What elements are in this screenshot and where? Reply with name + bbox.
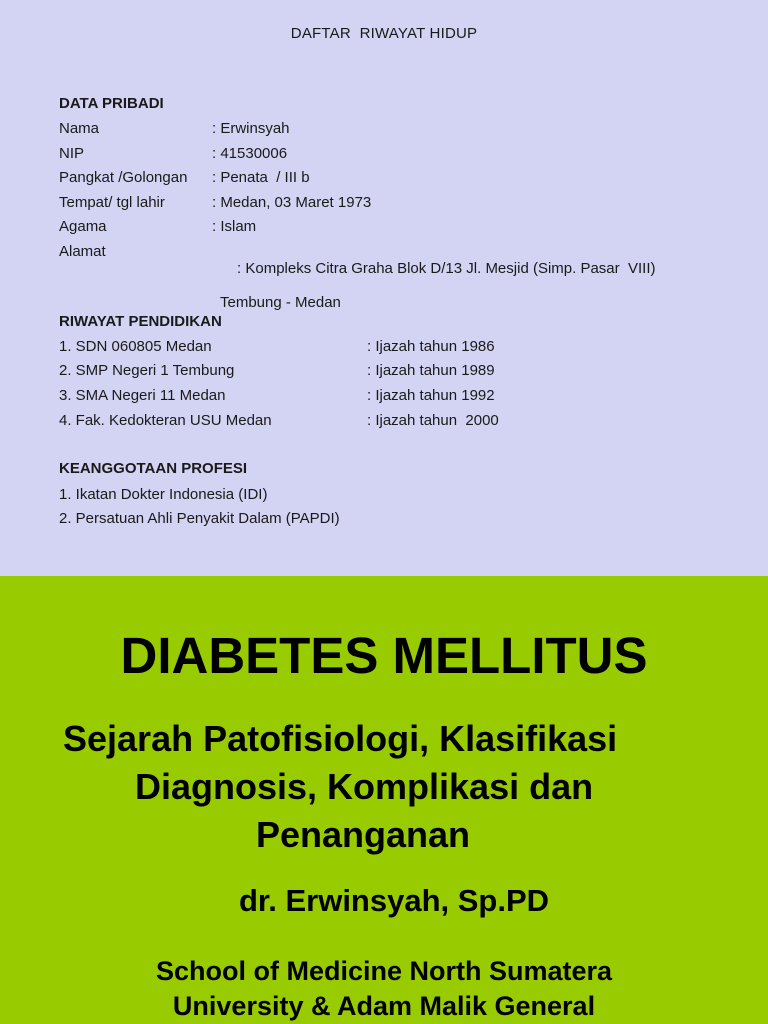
graduation-year: : Ijazah tahun 2000 <box>367 412 499 429</box>
title-slide <box>0 576 768 1024</box>
row-value <box>212 243 655 345</box>
personal-row-address <box>59 243 656 311</box>
row-label: NIP <box>59 145 85 162</box>
address-line-1: : Kompleks Citra Graha Blok D/13 Jl. Mesjid (Simp. Pasar VIII) <box>237 260 656 277</box>
row-value: : 41530006 <box>212 145 288 162</box>
subtitle-line-1: Sejarah Patofisiologi, Klasifikasi <box>63 718 618 759</box>
membership-item: 1. Ikatan Dokter Indonesia (IDI) <box>59 486 268 503</box>
membership-heading: KEANGGOTAAN PROFESI <box>59 460 248 477</box>
school-name: 4. Fak. Kedokteran USU Medan <box>59 412 272 429</box>
institution-line-1: School of Medicine North Sumatera <box>155 956 613 986</box>
row-value: : Erwinsyah <box>212 120 290 137</box>
row-label: Nama <box>59 120 100 137</box>
graduation-year: : Ijazah tahun 1989 <box>367 362 495 379</box>
row-value: : Medan, 03 Maret 1973 <box>212 194 372 211</box>
membership-item: 2. Persatuan Ahli Penyakit Dalam (PAPDI) <box>59 510 340 527</box>
subtitle-line-2: Diagnosis, Komplikasi dan <box>135 766 594 807</box>
row-label: Alamat <box>59 243 106 260</box>
row-value: : Islam <box>212 218 257 235</box>
school-name: 2. SMP Negeri 1 Tembung <box>59 362 235 379</box>
subtitle-line-3: Penanganan <box>256 814 471 855</box>
row-label: Pangkat /Golongan <box>59 169 188 186</box>
institution-line-2: University & Adam Malik General <box>172 991 596 1021</box>
school-name: 3. SMA Negeri 11 Medan <box>59 387 226 404</box>
graduation-year: : Ijazah tahun 1986 <box>367 338 495 355</box>
row-label: Tempat/ tgl lahir <box>59 194 165 211</box>
row-label: Agama <box>59 218 107 235</box>
row-value: : Penata / III b <box>212 169 310 186</box>
author-name: dr. Erwinsyah, Sp.PD <box>238 883 550 918</box>
personal-data-heading: DATA PRIBADI <box>59 95 164 112</box>
school-name: 1. SDN 060805 Medan <box>59 338 212 355</box>
graduation-year: : Ijazah tahun 1992 <box>367 387 495 404</box>
education-heading: RIWAYAT PENDIDIKAN <box>59 313 222 330</box>
address-line-2: Tembung - Medan <box>220 294 341 311</box>
presentation-title: DIABETES MELLITUS <box>120 627 648 684</box>
cv-title: DAFTAR RIWAYAT HIDUP <box>290 25 478 42</box>
